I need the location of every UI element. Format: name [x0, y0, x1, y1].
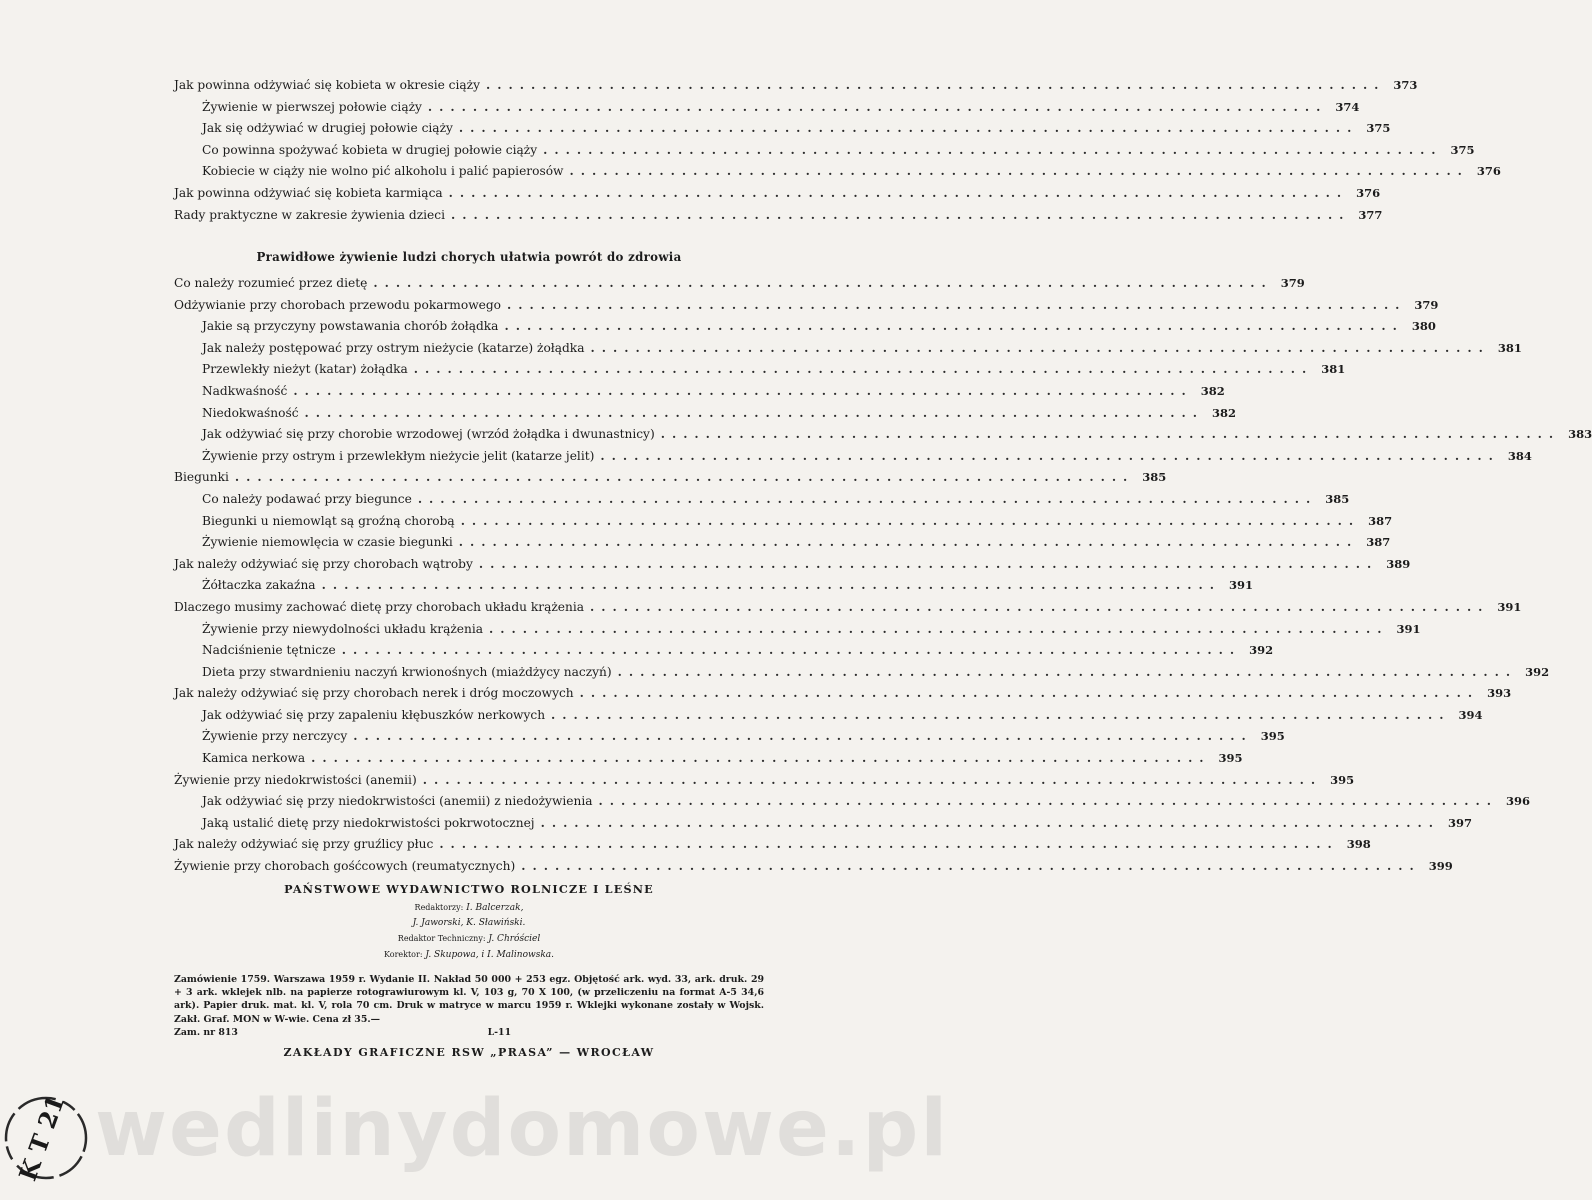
toc-entry-page: 391 — [1229, 578, 1254, 593]
section-title: Prawidłowe żywienie ludzi chorych ułatwia powrót do zdrowia — [256, 250, 682, 264]
toc-entry-page: 393 — [1487, 686, 1512, 701]
toc-entry-page: 395 — [1218, 751, 1243, 766]
toc-entry — [174, 686, 1512, 708]
printer-name: ZAKŁADY GRAFICZNE RSW „PRASA” — WROCŁAW — [283, 1045, 655, 1059]
toc-entry-title: Jak powinna odżywiać się kobieta w okresie ciąży — [174, 78, 480, 92]
editors-label: Redaktorzy: — [414, 903, 464, 912]
toc-entry-title: Dieta przy stwardnieniu naczyń krwionośnych (miażdżycy naczyń) — [202, 664, 612, 679]
toc-entry — [174, 578, 1254, 600]
toc-entry — [174, 99, 1360, 122]
toc-entry-title: Dlaczego musimy zachować dietę przy chorobach układu krążenia — [174, 599, 584, 614]
toc-entry — [174, 794, 1530, 816]
toc-entry — [174, 121, 1391, 143]
toc-entry — [174, 78, 1418, 100]
toc-entry-page: 380 — [1411, 319, 1436, 334]
toc-entry-page: 384 — [1507, 448, 1532, 463]
toc-entry — [174, 707, 1483, 730]
toc-leader-dots: ................................................................................ — [589, 599, 1490, 614]
toc-entry — [174, 383, 1225, 406]
order-details: Zamówienie 1759. Warszawa 1959 r. Wydanie II. Nakład 50 000 + 253 egz. Objętość ark. wyd. 33, ark. druk. 29 + 3 ark. wklejek nlb. na papierze rotograwiurowym kl. V, 103 g, 70 X 100, (w przeliczeniu na format A-5 34,6 ark). Papier druk. mat. kl. V, rola 70 cm. Druk w matryce w marcu 1959 r. Wklejki wykonane zostały w Wojsk. Zakł. Graf. MON w W-wie. Cena zł 35.— — [174, 974, 764, 1025]
toc-entry-title: Jak należy odżywiać się przy chorobach nerek i dróg moczowych — [174, 686, 574, 701]
toc-entry-title: Co powinna spożywać kobieta w drugiej połowie ciąży — [202, 142, 538, 157]
toc-entry-page: 387 — [1366, 535, 1391, 550]
toc-entry-title: Kobiecie w ciąży nie wolno pić alkoholu i palić papierosów — [202, 164, 564, 179]
toc-entry-page: 391 — [1497, 599, 1522, 614]
toc-entry-page: 383 — [1568, 427, 1592, 442]
toc-entry — [174, 142, 1475, 165]
toc-entry-title: Żółtaczka zakaźna — [202, 578, 316, 593]
library-stamp — [2, 1088, 102, 1188]
toc-entry — [174, 815, 1473, 838]
toc-entry — [174, 621, 1421, 644]
toc-entry-title: Żywienie przy chorobach gośćcowych (reumatycznych) — [174, 859, 516, 874]
toc-leader-dots: ................................................................................ — [504, 319, 1404, 334]
toc-entry-page: 385 — [1142, 470, 1167, 485]
toc-leader-dots: ................................................................................ — [422, 772, 1323, 787]
toc-entry — [174, 491, 1350, 514]
toc-entry — [174, 207, 1383, 230]
editors-names-1: I. Balcerzak, — [466, 903, 524, 913]
toc-entry-title: Nadkwaśność — [202, 383, 288, 398]
toc-leader-dots: ................................................................................ — [427, 99, 1328, 114]
toc-leader-dots: ................................................................................ — [413, 362, 1314, 377]
toc-entry-page: 379 — [1414, 297, 1439, 312]
toc-entry — [174, 599, 1522, 622]
toc-leader-dots: ................................................................................ — [448, 185, 1349, 200]
toc-entry-page: 396 — [1505, 794, 1530, 809]
toc-entry — [174, 362, 1346, 384]
toc-leader-dots: ................................................................................ — [660, 427, 1561, 442]
toc-entry-page: 382 — [1200, 383, 1225, 398]
toc-entry — [174, 164, 1501, 186]
toc-entry-page: 394 — [1458, 707, 1483, 722]
toc-entry — [174, 772, 1355, 795]
toc-entry-page: 382 — [1211, 405, 1236, 420]
editors-names-2: J. Jaworski, K. Sławiński. — [412, 918, 526, 928]
toc-entry-title: Żywienie przy ostrym i przewlekłym nieżycie jelit (katarze jelit) — [202, 448, 595, 463]
toc-entry-page: 398 — [1346, 837, 1371, 852]
toc-entry-page: 377 — [1358, 207, 1383, 222]
toc-leader-dots: ................................................................................ — [458, 535, 1359, 550]
toc-entry-page: 389 — [1386, 556, 1411, 571]
toc-entry-title: Żywienie przy niedokrwistości (anemii) — [174, 772, 417, 787]
imprint — [174, 882, 764, 1059]
toc-entry-page: 376 — [1476, 164, 1501, 179]
toc-leader-dots: ................................................................................ — [506, 297, 1407, 312]
toc-entry-title: Co należy podawać przy biegunce — [202, 491, 412, 506]
toc-entry — [174, 837, 1371, 859]
toc-entry-page: 392 — [1525, 664, 1550, 679]
stamp-text: K T 21 — [12, 1091, 71, 1185]
toc-leader-dots: ................................................................................ — [598, 794, 1498, 809]
toc-leader-dots: ................................................................................ — [311, 751, 1211, 766]
toc-leader-dots: ................................................................................ — [579, 686, 1480, 701]
toc-entry-title: Żywienie przy nerczycy — [202, 729, 348, 744]
toc-entry — [174, 319, 1436, 341]
toc-entry-page: 379 — [1280, 276, 1305, 290]
toc-entry-page: 381 — [1497, 340, 1522, 355]
toc-entry-page: 375 — [1366, 121, 1391, 136]
toc-leader-dots: ................................................................................ — [341, 643, 1242, 658]
toc-leader-dots: ................................................................................ — [590, 340, 1490, 355]
toc-entry-title: Kamica nerkowa — [202, 751, 306, 766]
toc-entry-page: 391 — [1396, 621, 1421, 636]
toc-entry-page: 399 — [1428, 859, 1453, 874]
toc-leader-dots: ................................................................................ — [485, 78, 1386, 92]
toc-leader-dots: ................................................................................ — [304, 405, 1204, 420]
toc-leader-dots: ................................................................................ — [478, 556, 1379, 571]
toc-entry-page: 376 — [1356, 185, 1381, 200]
toc-entry — [174, 643, 1274, 665]
toc-entry — [174, 470, 1167, 492]
toc-entry-title: Jak powinna odżywiać się kobieta karmiąca — [174, 185, 443, 200]
toc-entry-page: 385 — [1325, 491, 1350, 506]
toc-entry-title: Jakie są przyczyny powstawania chorób żołądka — [202, 319, 499, 334]
toc-entry-title: Przewlekły nieżyt (katar) żołądka — [202, 362, 408, 377]
toc-leader-dots: ................................................................................ — [540, 815, 1441, 830]
tech-editor-name: J. Chróściel — [488, 934, 541, 944]
toc-entry — [174, 729, 1285, 751]
toc-leader-dots: ................................................................................ — [489, 621, 1389, 636]
toc-entry — [174, 405, 1236, 428]
toc-leader-dots: ................................................................................ — [373, 276, 1273, 290]
toc-entry — [174, 427, 1592, 449]
toc-entry-title: Jaką ustalić dietę przy niedokrwistości pokrwotocznej — [202, 815, 535, 830]
toc-entry-title: Żywienie przy niewydolności układu krążenia — [202, 621, 483, 636]
order-footer — [174, 1027, 764, 1038]
toc-leader-dots: ................................................................................ — [543, 142, 1443, 157]
editors-credit — [174, 900, 764, 916]
toc-leader-dots: ................................................................................ — [353, 729, 1253, 744]
toc-entry-page: 374 — [1335, 99, 1360, 114]
toc-leader-dots: ................................................................................ — [569, 164, 1469, 179]
toc-leader-dots: ................................................................................ — [551, 707, 1451, 722]
toc-leader-dots: ................................................................................ — [600, 448, 1500, 463]
toc-entry — [174, 556, 1411, 579]
toc-entry-page: 395 — [1330, 772, 1355, 787]
toc-entry-title: Biegunki u niemowląt są groźną chorobą — [202, 513, 455, 528]
toc-entry — [174, 535, 1391, 557]
toc-entry-page: 373 — [1393, 78, 1418, 92]
toc-entry-page: 392 — [1249, 643, 1274, 658]
toc-entry — [174, 751, 1243, 773]
toc-leader-dots: ................................................................................ — [439, 837, 1339, 852]
toc-leader-dots: ................................................................................ — [450, 207, 1351, 222]
publisher-name: PAŃSTWOWE WYDAWNICTWO ROLNICZE I LEŚNE — [284, 882, 654, 896]
toc-entry — [174, 664, 1550, 687]
toc-leader-dots: ................................................................................ — [521, 859, 1421, 874]
toc-entry-title: Jak należy postępować przy ostrym nieżycie (katarze) żołądka — [202, 340, 585, 355]
order-number: Zam. nr 813 — [174, 1026, 238, 1038]
toc-leader-dots: ................................................................................ — [234, 470, 1135, 485]
toc-entry — [174, 297, 1439, 320]
toc-leader-dots: ................................................................................ — [458, 121, 1359, 136]
editors-credit-2 — [174, 916, 764, 931]
toc-leader-dots: ................................................................................ — [617, 664, 1518, 679]
toc-leader-dots: ................................................................................ — [460, 513, 1361, 528]
toc-leader-dots: ................................................................................ — [293, 383, 1193, 398]
toc-entry-title: Jak odżywiać się przy niedokrwistości (anemii) z niedożywienia — [202, 794, 593, 809]
toc-entry-page: 387 — [1368, 513, 1393, 528]
toc-entry-title: Rady praktyczne w zakresie żywienia dzieci — [174, 207, 445, 222]
toc-part-2 — [174, 276, 1592, 881]
toc-entry-title: Biegunki — [174, 470, 229, 485]
proofreader-label: Korektor: — [383, 950, 423, 959]
toc-entry-title: Niedokwaśność — [202, 405, 299, 420]
toc-entry-title: Jak odżywiać się przy chorobie wrzodowej (wrzód żołądka i dwunastnicy) — [202, 427, 655, 442]
toc-entry — [174, 276, 1305, 298]
toc-entry-page: 395 — [1260, 729, 1285, 744]
toc-entry-title: Jak należy odżywiać się przy gruźlicy płuc — [174, 837, 434, 852]
toc-entry-title: Jak odżywiać się przy zapaleniu kłębuszków nerkowych — [202, 707, 546, 722]
toc-entry-title: Żywienie niemowlęcia w czasie biegunki — [202, 535, 453, 550]
toc-entry-title: Nadciśnienie tętnicze — [202, 643, 336, 658]
toc-entry — [174, 448, 1532, 471]
print-code: L-11 — [487, 1026, 512, 1038]
toc-leader-dots: ................................................................................ — [321, 578, 1222, 593]
tech-editor-credit — [174, 931, 764, 947]
toc-entry — [174, 340, 1522, 363]
toc-part-1 — [174, 78, 1501, 229]
toc-entry — [174, 859, 1453, 881]
toc-entry-title: Odżywianie przy chorobach przewodu pokarmowego — [174, 297, 501, 312]
toc-entry-page: 381 — [1321, 362, 1346, 377]
toc-entry-title: Jak się odżywiać w drugiej połowie ciąży — [202, 121, 453, 136]
toc-entry-title: Co należy rozumieć przez dietę — [174, 276, 368, 290]
toc-entry-page: 375 — [1450, 142, 1475, 157]
watermark: wedlinydomowe.pl — [95, 1084, 950, 1174]
toc-leader-dots: ................................................................................ — [417, 491, 1318, 506]
proofreader-names: J. Skupowa, i I. Malinowska. — [425, 950, 554, 960]
tech-editor-label: Redaktor Techniczny: — [397, 934, 486, 943]
proofreader-credit — [174, 947, 764, 963]
toc-entry-title: Jak należy odżywiać się przy chorobach wątroby — [174, 556, 473, 571]
toc-entry-title: Żywienie w pierwszej połowie ciąży — [202, 99, 422, 114]
toc-entry — [174, 185, 1381, 208]
toc-entry-page: 397 — [1448, 815, 1473, 830]
toc-entry — [174, 513, 1393, 536]
